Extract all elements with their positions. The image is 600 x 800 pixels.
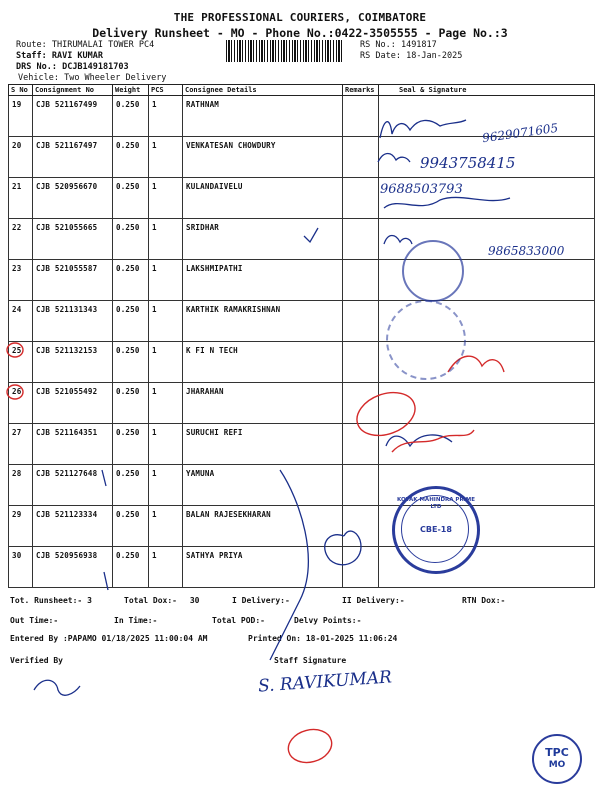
tot-runsheet-label: Tot. Runsheet:- <box>10 596 83 605</box>
cell-consignee: SATHYA PRIYA <box>183 547 343 588</box>
route-value: THIRUMALAI TOWER PC4 <box>51 40 155 50</box>
cell-consignment: CJB 521167499 <box>33 96 113 137</box>
cell-pcs: 1 <box>149 383 183 424</box>
verified-by-label: Verified By <box>10 656 63 665</box>
cell-consignee: KULANDAIVELU <box>183 178 343 219</box>
circle-3-mark <box>325 531 361 565</box>
cell-consignment: CJB 521123334 <box>33 506 113 547</box>
cell-pcs: 1 <box>149 301 183 342</box>
cell-consignment: CJB 520956938 <box>33 547 113 588</box>
tick-mark-30 <box>104 572 108 590</box>
company-title: THE PROFESSIONAL COURIERS, COIMBATORE <box>173 11 427 24</box>
cell-weight: 0.250 <box>113 301 149 342</box>
total-dox-label: Total Dox:- <box>124 596 177 605</box>
seal-stamp-22 <box>402 240 464 302</box>
cell-weight: 0.250 <box>113 506 149 547</box>
kotak-stamp-mid: CBE-18 <box>420 525 452 534</box>
cell-sno: 21 <box>9 178 33 219</box>
cell-consignment: CJB 521127648 <box>33 465 113 506</box>
cell-consignee: SRIDHAR <box>183 219 343 260</box>
cell-pcs: 1 <box>149 424 183 465</box>
delvy-points-label: Delvy Points:- <box>294 616 362 625</box>
col-remarks: Remarks <box>343 85 379 96</box>
long-pen-stroke <box>270 470 308 660</box>
rs-no-label: RS No.: <box>360 40 396 50</box>
cell-consignee: BALAN RAJESEKHARAN <box>183 506 343 547</box>
total-dox-value: 30 <box>189 596 200 605</box>
in-time-label: In Time:- <box>114 616 158 625</box>
handwritten-phone: 9865833000 <box>488 244 565 258</box>
printed-on-label: Printed On: <box>248 634 301 643</box>
route-label: Route: <box>16 40 47 50</box>
vehicle-value: Two Wheeler Delivery <box>64 73 167 83</box>
handwritten-phone: 9943758415 <box>420 154 516 172</box>
drs-label: DRS No.: <box>16 62 57 72</box>
cell-weight: 0.250 <box>113 342 149 383</box>
drs-value: DCJB149181703 <box>62 62 129 72</box>
verified-signature <box>34 680 80 695</box>
tot-runsheet-value: 3 <box>87 596 92 605</box>
cell-pcs: 1 <box>149 465 183 506</box>
cell-pcs: 1 <box>149 547 183 588</box>
signature-scribble-19 <box>380 120 466 138</box>
cell-consignee: KARTHIK RAMAKRISHNAN <box>183 301 343 342</box>
rs-no-value: 1491817 <box>400 40 437 50</box>
cell-weight: 0.250 <box>113 137 149 178</box>
staff-label: Staff: <box>16 51 47 61</box>
cell-sno: 25 <box>9 342 33 383</box>
entered-by-value: PAPAMO 01/18/2025 11:00:04 AM <box>67 634 208 643</box>
cell-sno: 20 <box>9 137 33 178</box>
cell-pcs: 1 <box>149 219 183 260</box>
cell-sno: 22 <box>9 219 33 260</box>
cell-weight: 0.250 <box>113 547 149 588</box>
red-circle-26 <box>7 385 23 399</box>
cell-consignment: CJB 521055492 <box>33 383 113 424</box>
ii-delivery-label: II Delivery:- <box>342 596 405 605</box>
vehicle-label: Vehicle: <box>18 73 59 83</box>
runsheet-title: Delivery Runsheet - MO - Phone No.:0422-3505555 - Page No.:3 <box>92 26 508 40</box>
seal-stamp-24 <box>386 300 466 380</box>
rtn-dox-label: RTN Dox:- <box>462 596 506 605</box>
cell-sno: 28 <box>9 465 33 506</box>
cell-weight: 0.250 <box>113 383 149 424</box>
cell-sno: 30 <box>9 547 33 588</box>
cell-consignment: CJB 521131343 <box>33 301 113 342</box>
cell-pcs: 1 <box>149 137 183 178</box>
entered-by-label: Entered By : <box>10 634 68 643</box>
tpc-stamp-line1: TPC <box>545 746 569 759</box>
cell-consignee: K FI N TECH <box>183 342 343 383</box>
tpc-mo-stamp <box>532 734 582 784</box>
cell-weight: 0.250 <box>113 219 149 260</box>
handwritten-phone: 9629071605 <box>481 120 559 146</box>
cell-consignee: SURUCHI REFI <box>183 424 343 465</box>
cell-consignment: CJB 521055665 <box>33 219 113 260</box>
cell-weight: 0.250 <box>113 96 149 137</box>
cell-pcs: 1 <box>149 342 183 383</box>
cell-consignment: CJB 521167497 <box>33 137 113 178</box>
checkmark <box>304 228 318 242</box>
cell-consignment: CJB 521132153 <box>33 342 113 383</box>
staff-signature-label: Staff Signature <box>274 656 347 665</box>
cell-sno: 27 <box>9 424 33 465</box>
staff-value: RAVI KUMAR <box>51 51 104 61</box>
i-delivery-label: I Delivery:- <box>232 596 290 605</box>
red-circle-bottom <box>285 725 336 767</box>
kotak-stamp-text: KOTAK MAHINDRA PRIME LTD <box>397 497 475 510</box>
signature-scribble-22 <box>384 236 412 245</box>
cell-consignment: CJB 520956670 <box>33 178 113 219</box>
rs-date-label: RS Date: <box>360 51 401 61</box>
out-time-label: Out Time:- <box>10 616 59 625</box>
red-signature-27 <box>392 430 474 452</box>
col-consignee: Consignee Details <box>183 85 343 96</box>
cell-sno: 23 <box>9 260 33 301</box>
staff-handwritten-signature: S. RAVIKUMAR <box>257 667 393 697</box>
total-pod-label: Total POD:- <box>212 616 265 625</box>
signature-scribble-20 <box>378 154 410 163</box>
handwritten-phone: 9688503793 <box>380 182 463 197</box>
kotak-seal-stamp <box>392 486 480 574</box>
cell-pcs: 1 <box>149 178 183 219</box>
red-scribble-26 <box>351 385 421 443</box>
cell-consignment: CJB 521055587 <box>33 260 113 301</box>
cell-consignee: LAKSHMIPATHI <box>183 260 343 301</box>
cell-consignee: VENKATESAN CHOWDURY <box>183 137 343 178</box>
col-sno: S No <box>9 85 33 96</box>
cell-pcs: 1 <box>149 506 183 547</box>
cell-sno: 19 <box>9 96 33 137</box>
signature-scribble-21 <box>384 197 510 208</box>
col-seal: Seal & Signature <box>379 85 595 96</box>
rs-date-value: 18-Jan-2025 <box>406 51 463 61</box>
tpc-stamp-line2: MO <box>548 760 566 770</box>
cell-sno: 26 <box>9 383 33 424</box>
cell-pcs: 1 <box>149 260 183 301</box>
cell-sno: 29 <box>9 506 33 547</box>
cell-consignee: RATHNAM <box>183 96 343 137</box>
printed-on-value: 18-01-2025 11:06:24 <box>305 634 398 643</box>
cell-consignee: YAMUNA <box>183 465 343 506</box>
cell-sno: 24 <box>9 301 33 342</box>
cell-weight: 0.250 <box>113 424 149 465</box>
cell-weight: 0.250 <box>113 178 149 219</box>
cell-weight: 0.250 <box>113 260 149 301</box>
cell-pcs: 1 <box>149 96 183 137</box>
red-circle-25 <box>7 343 23 357</box>
cell-weight: 0.250 <box>113 465 149 506</box>
cell-consignment: CJB 521164351 <box>33 424 113 465</box>
tick-mark-28 <box>102 470 106 486</box>
col-consignment: Consignment No <box>33 85 113 96</box>
cell-consignee: JHARAHAN <box>183 383 343 424</box>
col-weight: Weight <box>113 85 149 96</box>
col-pcs: PCS <box>149 85 183 96</box>
